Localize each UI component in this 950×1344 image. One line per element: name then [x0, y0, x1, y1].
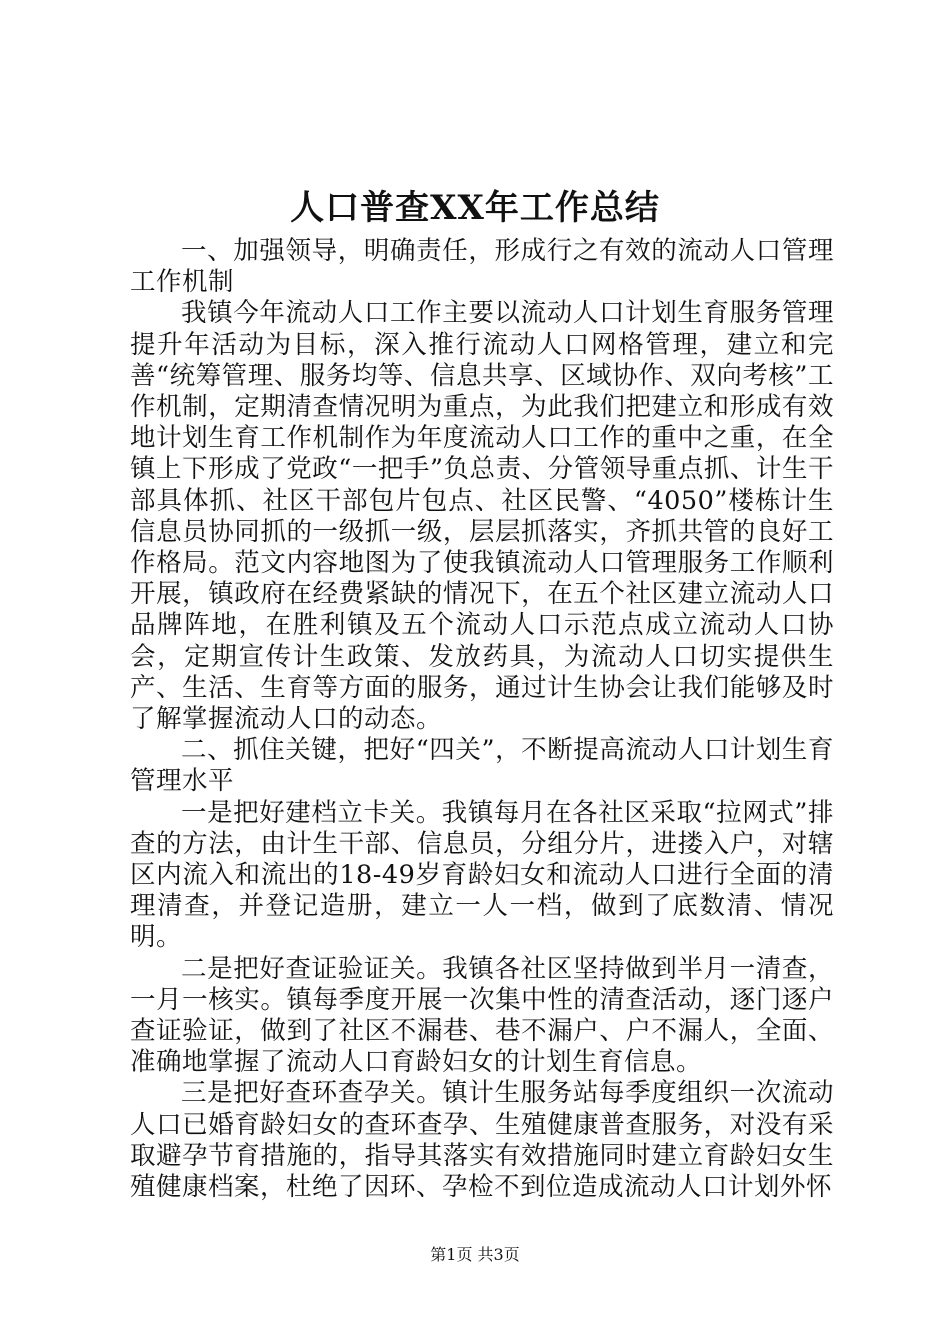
section-heading-2: 二、抓住关键，把好“四关”，不断提高流动人口计划生育管理水平: [130, 735, 834, 797]
page-number: 第1页 共3页: [430, 1245, 520, 1264]
document-title: 人口普查XX年工作总结: [290, 188, 660, 228]
document-body: [130, 236, 834, 1203]
body-paragraph: 三是把好查环查孕关。镇计生服务站每季度组织一次流动人口已婚育龄妇女的查环查孕、生殖健康普查服务，对没有采取避孕节育措施的，指导其落实有效措施同时建立育龄妇女生殖健康档案，杜绝了因环、孕检不到位造成流动人口计划外怀: [130, 1078, 834, 1203]
page-footer: [0, 1245, 950, 1265]
body-paragraph: 我镇今年流动人口工作主要以流动人口计划生育服务管理提升年活动为目标，深入推行流动人口网格管理，建立和完善“统筹管理、服务均等、信息共享、区域协作、双向考核”工作机制，定期清查情况明为重点，为此我们把建立和形成有效地计划生育工作机制作为年度流动人口工作的重中之重，在全镇上下形成了党政“一把手”负总责、分管领导重点抓、计生干部具体抓、社区干部包片包点、社区民警、“4050”楼栋计生信息员协同抓的一级抓一级，层层抓落实，齐抓共管的良好工作格局。范文内容地图为了使我镇流动人口管理服务工作顺利开展，镇政府在经费紧缺的情况下，在五个社区建立流动人口品牌阵地，在胜利镇及五个流动人口示范点成立流动人口协会，定期宣传计生政策、发放药具，为流动人口切实提供生产、生活、生育等方面的服务，通过计生协会让我们能够及时了解掌握流动人口的动态。: [130, 298, 834, 735]
body-paragraph: 一是把好建档立卡关。我镇每月在各社区采取“拉网式”排查的方法，由计生干部、信息员，分组分片，进搂入户，对辖区内流入和流出的18-49岁育龄妇女和流动人口进行全面的清理清查，并登记造册，建立一人一档，做到了底数清、情况明。: [130, 797, 834, 953]
section-heading-1: 一、加强领导，明确责任，形成行之有效的流动人口管理工作机制: [130, 236, 834, 298]
body-paragraph: 二是把好查证验证关。我镇各社区坚持做到半月一清查，一月一核实。镇每季度开展一次集中性的清查活动，逐门逐户查证验证，做到了社区不漏巷、巷不漏户、户不漏人，全面、准确地掌握了流动人口育龄妇女的计划生育信息。: [130, 953, 834, 1078]
